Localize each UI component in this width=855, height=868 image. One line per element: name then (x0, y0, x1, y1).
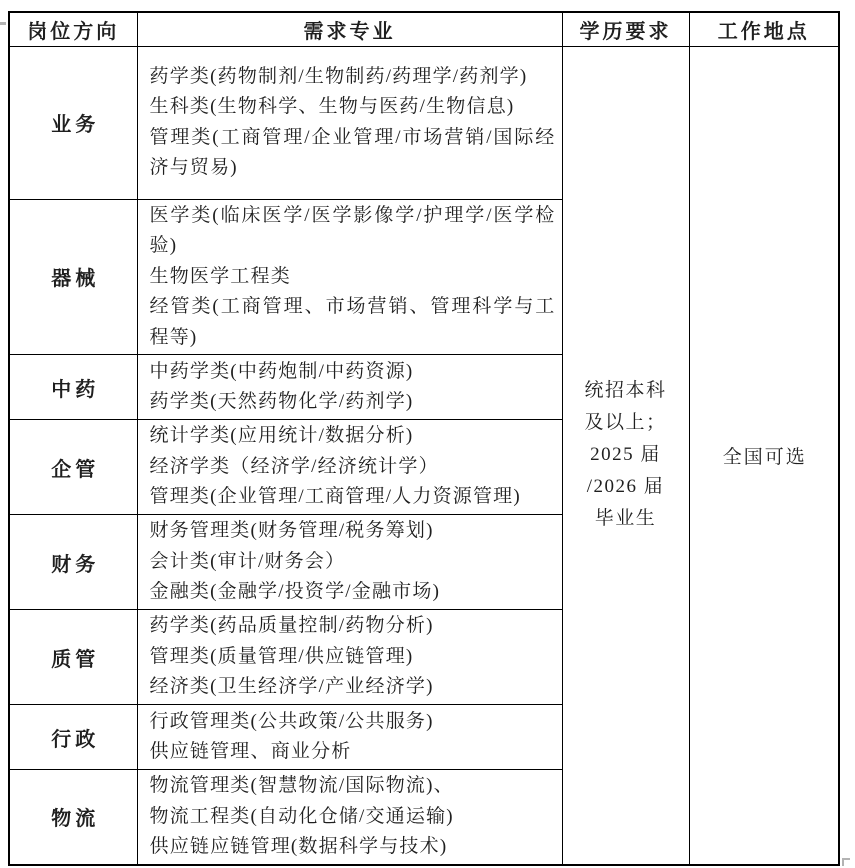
major-item: 金融类(金融学/投资学/金融市场) (149, 581, 441, 603)
major-item: 会计类(审计/财务会） (149, 550, 346, 572)
header-cell-education: 学历要求 (562, 12, 689, 46)
major-item: 管理类(工商管理/企业管理/市场营销/国际经济与贸易) (149, 126, 556, 178)
category-label: 业务 (9, 46, 137, 199)
table-header-row (9, 12, 839, 46)
majors-cell (137, 420, 562, 515)
majors-cell (137, 515, 562, 610)
majors-cell (137, 770, 562, 865)
majors-cell (137, 199, 562, 355)
major-item: 财务管理类(财务管理/税务筹划) (149, 520, 434, 542)
major-item: 经济学类（经济学/经济统计学） (149, 455, 439, 477)
education-line: 及以上； (584, 412, 667, 433)
table-move-handle[interactable] (0, 22, 6, 25)
category-label: 物流 (9, 770, 137, 865)
major-item: 生物医学工程类 (149, 265, 291, 287)
education-line: 统招本科 (584, 380, 667, 401)
majors-cell (137, 355, 562, 420)
major-item: 医学类(临床医学/医学影像学/护理学/医学检验) (149, 204, 556, 256)
major-item: 经济类(卫生经济学/产业经济学) (149, 676, 434, 698)
header-cell-location: 工作地点 (689, 12, 839, 46)
major-item: 物流工程类(自动化仓储/交通运输) (149, 805, 454, 827)
major-item: 药学类(天然药物化学/药剂学) (149, 391, 414, 412)
major-item: 物流管理类(智慧物流/国际物流)、 (149, 775, 454, 796)
table-row-business (9, 46, 839, 199)
category-label: 财务 (9, 515, 137, 610)
category-label: 行政 (9, 705, 137, 770)
major-item: 药学类(药品质量控制/药物分析) (149, 615, 434, 637)
majors-cell (137, 705, 562, 770)
category-label: 企管 (9, 420, 137, 515)
recruitment-table (8, 11, 840, 866)
major-item: 统计学类(应用统计/数据分析) (149, 425, 414, 447)
education-line: /2026 届 (586, 476, 665, 497)
header-cell-majors: 需求专业 (137, 12, 562, 46)
major-item: 经管类(工商管理、市场营销、管理科学与工程等) (149, 296, 556, 348)
major-item: 供应链管理、商业分析 (149, 741, 352, 762)
major-item: 管理类(质量管理/供应链管理) (149, 645, 414, 667)
category-label: 器械 (9, 199, 137, 355)
category-label: 中药 (9, 355, 137, 420)
majors-cell (137, 610, 562, 705)
majors-cell (137, 46, 562, 199)
table-resize-handle[interactable] (842, 858, 850, 866)
major-item: 行政管理类(公共政策/公共服务) (149, 710, 434, 732)
major-item: 管理类(企业管理/工商管理/人力资源管理) (149, 486, 521, 508)
work-location-cell: 全国可选 (689, 46, 839, 865)
education-line: 毕业生 (594, 508, 657, 529)
education-requirement-cell (562, 46, 689, 865)
education-line: 2025 届 (590, 444, 661, 465)
major-item: 供应链应链管理(数据科学与技术) (149, 836, 448, 857)
major-item: 生科类(生物科学、生物与医药/生物信息) (149, 96, 515, 117)
category-label: 质管 (9, 610, 137, 705)
header-cell-position: 岗位方向 (9, 12, 137, 46)
major-item: 药学类(药物制剂/生物制药/药理学/药剂学) (149, 65, 528, 87)
major-item: 中药学类(中药炮制/中药资源) (149, 360, 414, 382)
